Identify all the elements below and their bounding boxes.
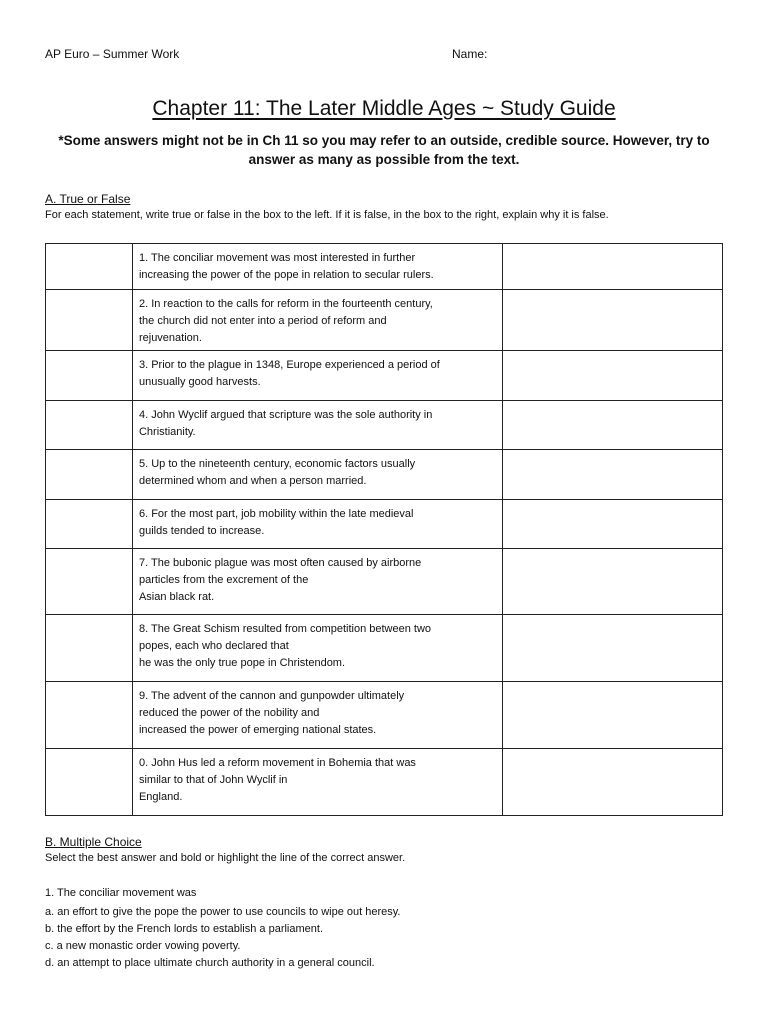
true-false-answer-box[interactable] bbox=[46, 682, 133, 749]
true-false-answer-box[interactable] bbox=[46, 290, 133, 351]
true-false-answer-box[interactable] bbox=[46, 401, 133, 450]
page-subtitle: *Some answers might not be in Ch 11 so you may refer to an outside, credible source. However, try to answer as many as possible from the text. bbox=[58, 133, 710, 167]
statement-line: 1. The conciliar movement was most interested in further bbox=[138, 252, 416, 264]
statement-line: 2. In reaction to the calls for reform in the fourteenth century, bbox=[138, 298, 433, 310]
mc-options-list bbox=[45, 904, 400, 972]
explanation-box[interactable] bbox=[503, 351, 723, 401]
statement-line: determined whom and when a person married. bbox=[138, 475, 367, 487]
statement-cell bbox=[132, 290, 502, 351]
mc-option[interactable]: d. an attempt to place ultimate church authority in a general council. bbox=[45, 957, 375, 969]
table-row bbox=[46, 244, 723, 290]
statement-line: particles from the excrement of the bbox=[138, 574, 309, 586]
true-false-table bbox=[45, 243, 723, 816]
statement-line: 6. For the most part, job mobility within the late medieval bbox=[138, 508, 414, 520]
statement-cell bbox=[132, 615, 502, 682]
table-row bbox=[46, 500, 723, 549]
table-row bbox=[46, 682, 723, 749]
statement-line: he was the only true pope in Christendom. bbox=[138, 657, 346, 669]
table-row bbox=[46, 290, 723, 351]
true-false-answer-box[interactable] bbox=[46, 351, 133, 401]
section-b-heading: B. Multiple Choice bbox=[45, 835, 142, 849]
statement-cell bbox=[132, 500, 502, 549]
true-false-answer-box[interactable] bbox=[46, 244, 133, 290]
statement-line: 8. The Great Schism resulted from competition between two bbox=[138, 623, 432, 635]
table-row bbox=[46, 549, 723, 615]
explanation-box[interactable] bbox=[503, 749, 723, 816]
statement-line: increasing the power of the pope in relation to secular rulers. bbox=[138, 269, 434, 281]
explanation-box[interactable] bbox=[503, 450, 723, 500]
table-row bbox=[46, 351, 723, 401]
statement-line: 9. The advent of the cannon and gunpowder ultimately bbox=[138, 690, 405, 702]
mc-question: 1. The conciliar movement was bbox=[45, 887, 197, 899]
statement-cell bbox=[132, 244, 502, 290]
explanation-box[interactable] bbox=[503, 290, 723, 351]
table-row bbox=[46, 450, 723, 500]
statement-line: 0. John Hus led a reform movement in Bohemia that was bbox=[138, 757, 416, 769]
statement-line: England. bbox=[138, 791, 183, 803]
statement-line: popes, each who declared that bbox=[138, 640, 289, 652]
statement-cell bbox=[132, 549, 502, 615]
statement-cell bbox=[132, 450, 502, 500]
table-row bbox=[46, 401, 723, 450]
section-b-instructions: Select the best answer and bold or highlight the line of the correct answer. bbox=[45, 852, 406, 864]
statement-line: increased the power of emerging national states. bbox=[138, 724, 377, 736]
statement-cell bbox=[132, 351, 502, 401]
true-false-answer-box[interactable] bbox=[46, 549, 133, 615]
explanation-box[interactable] bbox=[503, 615, 723, 682]
mc-option[interactable]: a. an effort to give the pope the power to use councils to wipe out heresy. bbox=[45, 906, 401, 918]
explanation-box[interactable] bbox=[503, 401, 723, 450]
statement-cell bbox=[132, 401, 502, 450]
statement-line: 7. The bubonic plague was most often caused by airborne bbox=[138, 557, 422, 569]
statement-line: 5. Up to the nineteenth century, economic factors usually bbox=[138, 458, 416, 470]
statement-line: Christianity. bbox=[138, 426, 196, 438]
statement-line: 4. John Wyclif argued that scripture was the sole authority in bbox=[138, 409, 433, 421]
statement-line: similar to that of John Wyclif in bbox=[138, 774, 288, 786]
statement-line: reduced the power of the nobility and bbox=[138, 707, 320, 719]
page-title: Chapter 11: The Later Middle Ages ~ Study Guide bbox=[152, 97, 616, 120]
table-row bbox=[46, 749, 723, 816]
true-false-answer-box[interactable] bbox=[46, 500, 133, 549]
explanation-box[interactable] bbox=[503, 244, 723, 290]
statement-line: 3. Prior to the plague in 1348, Europe experienced a period of bbox=[138, 359, 440, 371]
explanation-box[interactable] bbox=[503, 682, 723, 749]
statement-line: the church did not enter into a period of reform and bbox=[138, 315, 387, 327]
true-false-answer-box[interactable] bbox=[46, 615, 133, 682]
statement-line: unusually good harvests. bbox=[138, 376, 261, 388]
name-label: Name: bbox=[452, 47, 488, 61]
statement-cell bbox=[132, 682, 502, 749]
true-false-answer-box[interactable] bbox=[46, 450, 133, 500]
explanation-box[interactable] bbox=[503, 549, 723, 615]
true-false-answer-box[interactable] bbox=[46, 749, 133, 816]
mc-option[interactable]: b. the effort by the French lords to establish a parliament. bbox=[45, 923, 324, 935]
statement-cell bbox=[132, 749, 502, 816]
statement-line: guilds tended to increase. bbox=[138, 525, 265, 537]
statement-line: rejuvenation. bbox=[138, 332, 202, 344]
mc-option[interactable]: c. a new monastic order vowing poverty. bbox=[45, 940, 241, 952]
section-a-heading: A. True or False bbox=[45, 192, 131, 206]
statement-line: Asian black rat. bbox=[138, 591, 215, 603]
course-label: AP Euro – Summer Work bbox=[45, 47, 180, 61]
explanation-box[interactable] bbox=[503, 500, 723, 549]
table-row bbox=[46, 615, 723, 682]
section-a-instructions: For each statement, write true or false in the box to the left. If it is false, in the box to the right, explain why it is false. bbox=[45, 209, 609, 221]
